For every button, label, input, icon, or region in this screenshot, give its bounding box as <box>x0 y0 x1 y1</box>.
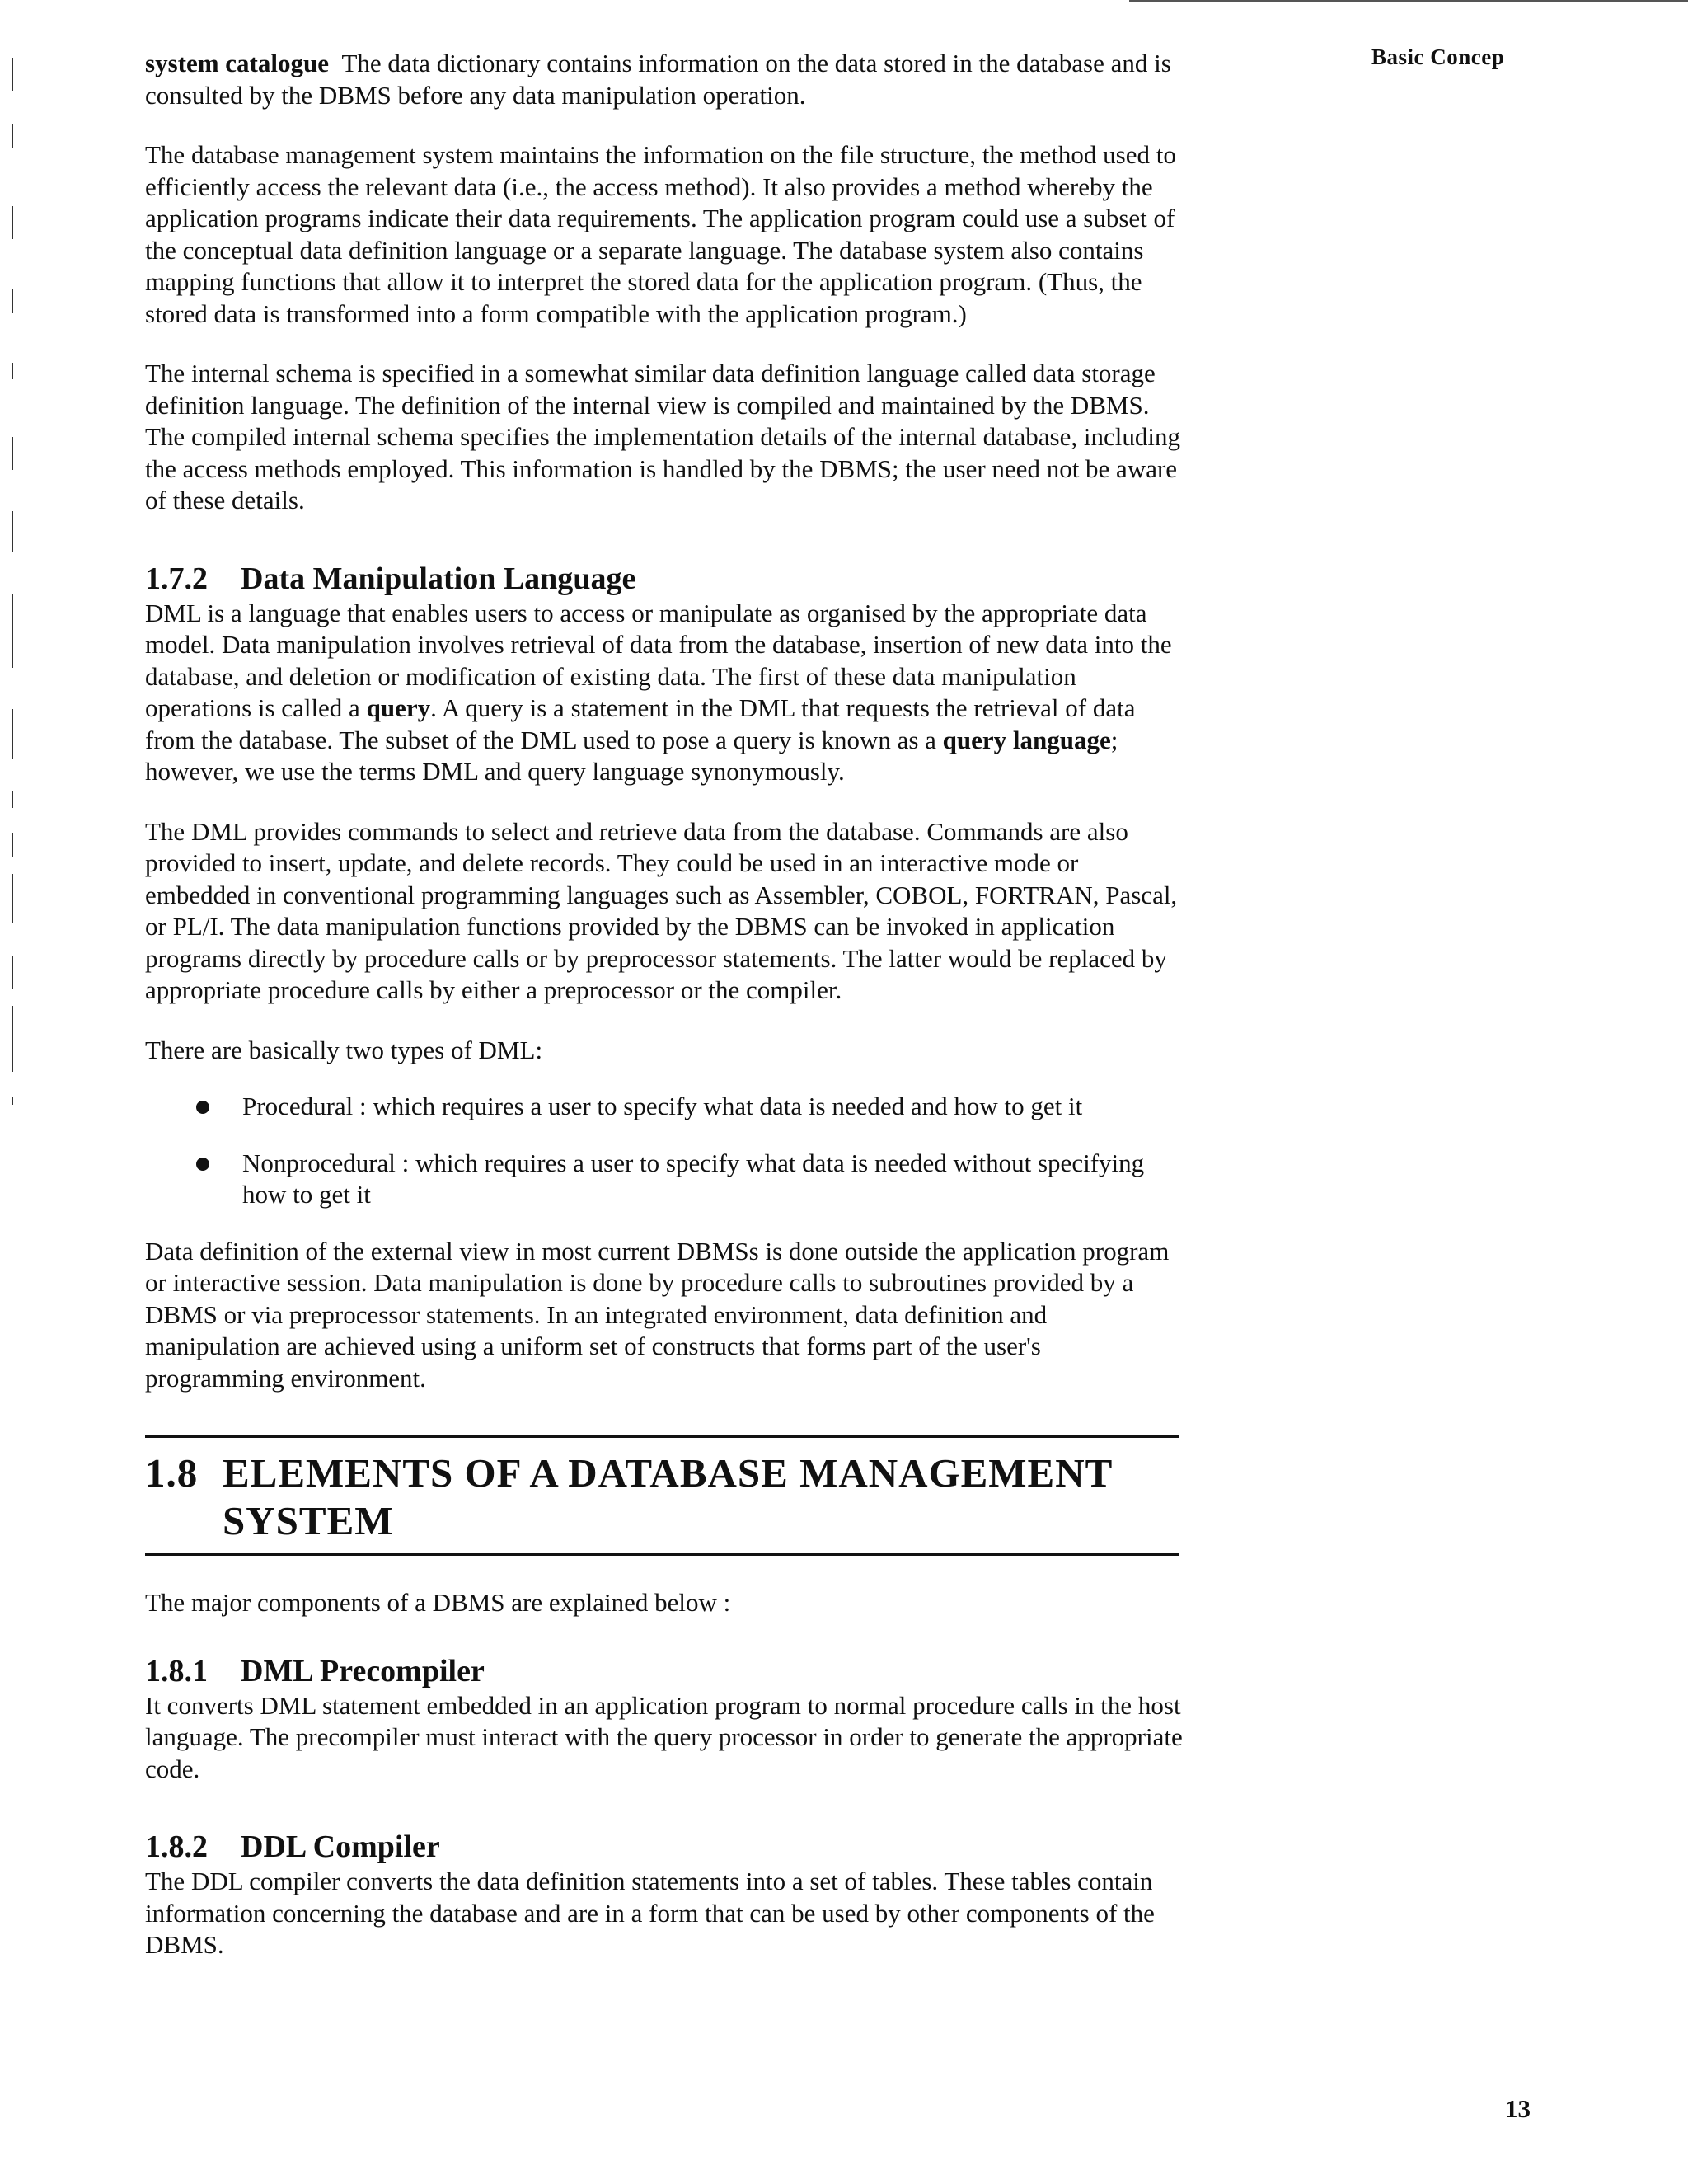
paragraph-dml-definition <box>145 598 1184 788</box>
bullet-icon <box>196 1101 209 1114</box>
term-system-catalogue: system catalogue <box>145 49 329 77</box>
page-number: 13 <box>1505 2094 1531 2123</box>
section-heading-1-8-1 <box>145 1652 1184 1690</box>
section-title-line2: SYSTEM <box>223 1498 394 1543</box>
list-item <box>145 1091 1184 1123</box>
term-query: query <box>366 693 431 722</box>
section-title: Data Manipulation Language <box>241 561 636 596</box>
paragraph-system-catalogue <box>145 48 1184 111</box>
paragraph-components-intro: The major components of a DBMS are explained below : <box>145 1588 731 1617</box>
bullet-icon <box>196 1158 209 1171</box>
paragraph-ddl-compiler: The DDL compiler converts the data definition statements into a set of tables. These tables contain information concerning the database and are in a form that can be used by other components of the DBMS. <box>145 1867 1155 1959</box>
paragraph-dml-precompiler: It converts DML statement embedded in an application program to normal procedure calls in the host language. The precompiler must interact with the query processor in order to generate the appropriate code. <box>145 1690 1183 1783</box>
section-title: DDL Compiler <box>241 1829 440 1864</box>
term-query-language: query language <box>942 725 1111 754</box>
scan-margin-marks <box>12 49 15 1121</box>
section-title: DML Precompiler <box>241 1653 485 1688</box>
paragraph-dml-commands: The DML provides commands to select and retrieve data from the database. Commands are also provided to insert, update, and delete records. They could be used in an interactive mode or embedded in conventional programming languages such as Assembler, COBOL, FORTRAN, Pascal, or PL/I. The data manipulation functions provided by the DBMS can be invoked in application programs directly by procedure calls or by preprocessor statements. The latter would be replaced by appropriate procedure calls by either a preprocessor or the compiler. <box>145 816 1178 1004</box>
paragraph-internal-schema: The internal schema is specified in a somewhat similar data definition language called data storage definition language. The definition of the internal view is compiled and maintained by the DBMS. The compiled internal schema specifies the implementation details of the internal database, including the access methods employed. This information is handled by the DBMS; the user need not be aware of these details. <box>145 359 1180 514</box>
top-rule <box>1129 0 1688 2</box>
section-number: 1.8.2 <box>145 1829 208 1864</box>
section-number: 1.8 <box>145 1450 199 1496</box>
list-item-text: Procedural : which requires a user to specify what data is needed and how to get it <box>242 1092 1083 1120</box>
dml-types-list <box>145 1091 1184 1211</box>
main-content <box>145 48 1184 1961</box>
section-title-line1: ELEMENTS OF A DATABASE MANAGEMENT <box>223 1450 1114 1496</box>
section-heading-1-8-2 <box>145 1828 1184 1866</box>
section-number: 1.7.2 <box>145 561 208 596</box>
paragraph-dml-types-intro: There are basically two types of DML: <box>145 1035 543 1064</box>
paragraph-text: The data dictionary contains information on the data stored in the database and is consulted by the DBMS before any data manipulation operation. <box>145 49 1171 110</box>
paragraph-data-definition-external-view: Data definition of the external view in most current DBMSs is done outside the application program or interactive session. Data manipulation is done by procedure calls to subroutines provided by a DBMS or via preprocessor statements. In an integrated environment, data definition and manipulation are achieved using a uniform set of constructs that forms part of the user's programming environment. <box>145 1236 1170 1393</box>
list-item-text: Nonprocedural : which requires a user to specify what data is needed without specifying how to get it <box>242 1148 1145 1209</box>
heading-rule-bottom <box>145 1553 1179 1556</box>
section-heading-1-8 <box>145 1449 1184 1545</box>
running-head: Basic Concep <box>1372 45 1505 69</box>
paragraph-dbms-file-structure: The database management system maintains the information on the file structure, the method used to efficiently access the relevant data (i.e., the access method). It also provides a method whereby the application programs indicate their data requirements. The application program could use a subset of the conceptual data definition language or a separate language. The database system also contains mapping functions that allow it to interpret the stored data for the application program. (Thus, the stored data is transformed into a form compatible with the application program.) <box>145 140 1176 328</box>
text-run: ; however, we use the terms DML and query language synonymously. <box>145 725 1118 786</box>
list-item <box>145 1148 1184 1211</box>
text-run: . A query is a statement in the DML that requests the retrieval of data from the database. The subset of the DML used to pose a query is known as a <box>145 693 1136 754</box>
heading-rule-top <box>145 1435 1179 1438</box>
text-run: DML is a language that enables users to access or manipulate as organised by the appropriate data model. Data manipulation involves retrieval of data from the database, insertion of new data into the database, and deletion or modification of existing data. The first of these data manipulation operations is called a <box>145 598 1172 722</box>
section-number: 1.8.1 <box>145 1653 208 1688</box>
section-heading-1-7-2 <box>145 560 1184 598</box>
